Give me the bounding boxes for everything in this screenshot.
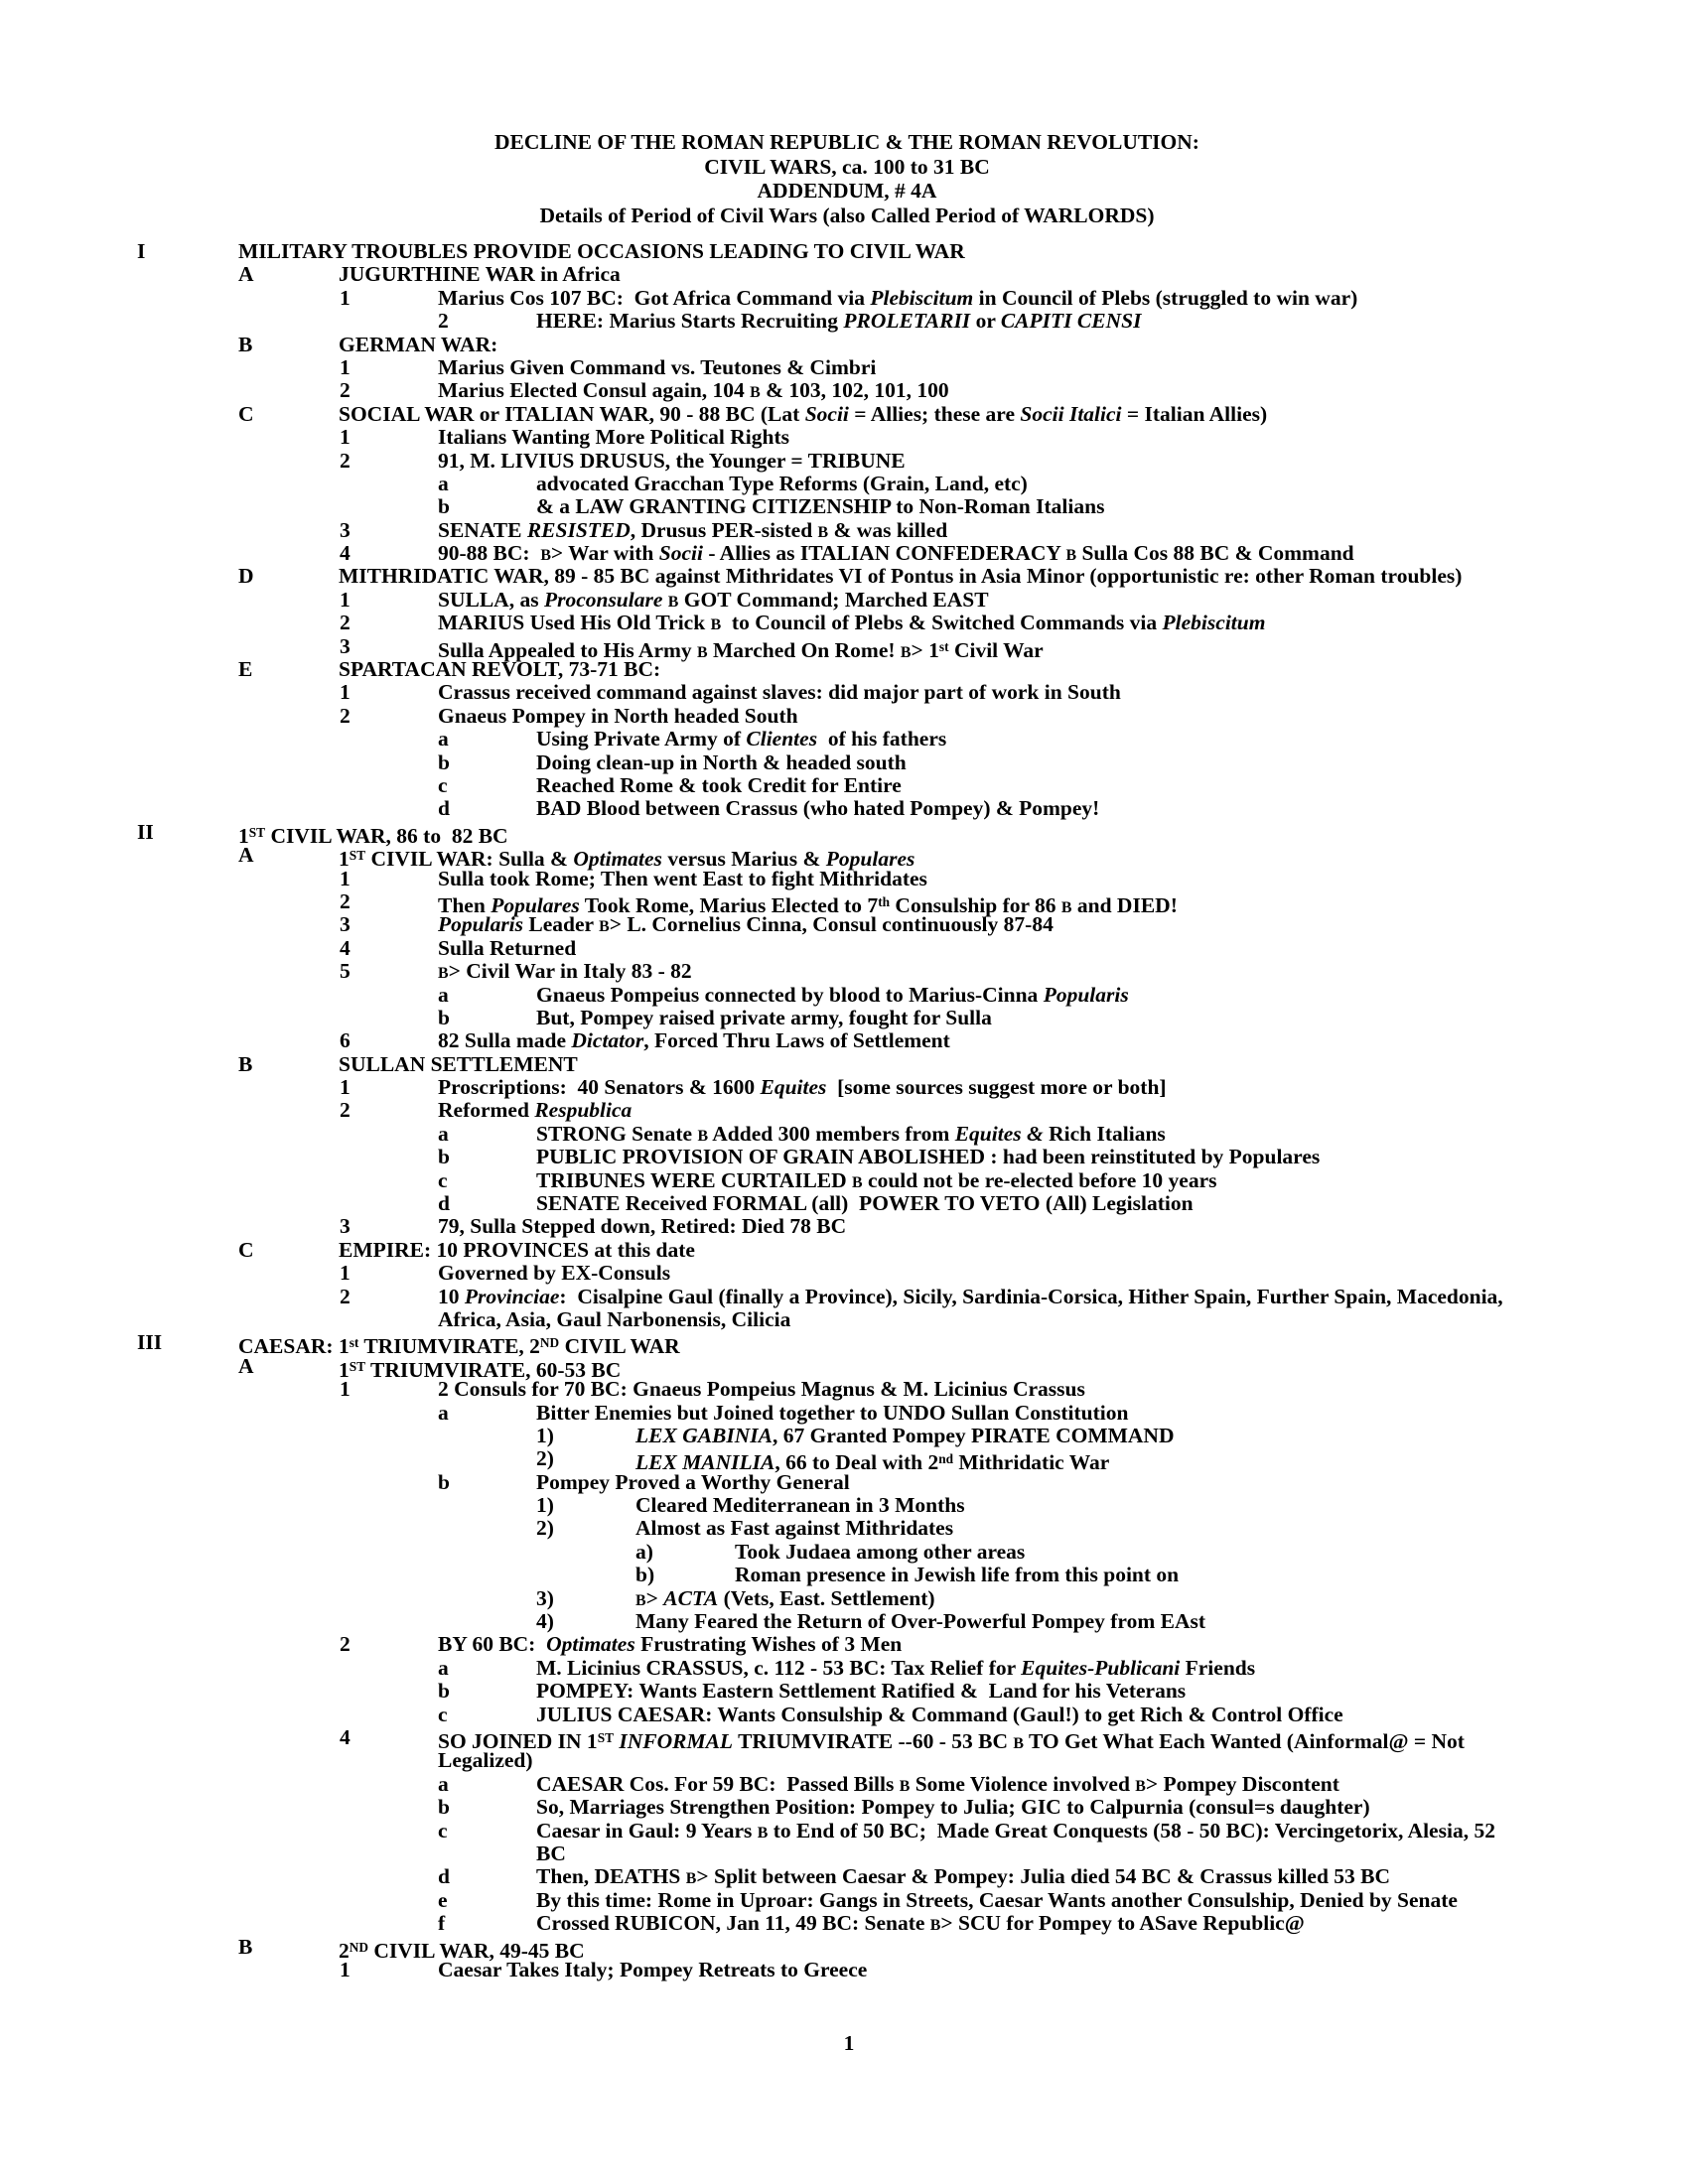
outline-line [0, 1657, 1688, 1680]
outline-label: A [238, 262, 254, 287]
outline-text: 10 Provinciae: Cisalpine Gaul (finally a Province), Sicily, Sardinia-Corsica, Hither Spain, Further Spain, Macedonia, [438, 1284, 1503, 1308]
outline-line-continuation [0, 1308, 1688, 1331]
outline-line [0, 774, 1688, 797]
outline-label: 4 [340, 541, 351, 566]
outline-label: 4 [340, 935, 351, 960]
outline-label: e [438, 1887, 448, 1912]
outline-label: 1 [340, 1075, 351, 1100]
outline-text: Africa, Asia, Gaul Narbonensis, Cilicia [438, 1306, 791, 1331]
outline-label: B [238, 332, 253, 356]
outline-label: 3 [340, 633, 351, 658]
outline-line [0, 1239, 1688, 1262]
outline-line-continuation [0, 1749, 1688, 1772]
outline-label: a [438, 471, 449, 495]
outline-text: Popularis Leader B> L. Cornelius Cinna, Consul continuously 87-84 [438, 912, 1054, 937]
outline-text: Then Populares Took Rome, Marius Elected to 7th Consulship for 86 B and DIED! [438, 892, 1178, 917]
outline-label: d [438, 1191, 450, 1216]
outline-text: So, Marriages Strengthen Position: Pompey to Julia; GIC to Calpurnia (consul=s daughter) [536, 1795, 1370, 1820]
outline-label: a [438, 727, 449, 751]
outline-line [0, 843, 1688, 872]
outline-label: f [438, 1911, 446, 1936]
outline-line [0, 473, 1688, 495]
outline-label: A [238, 843, 254, 868]
outline-line [0, 1494, 1688, 1517]
outline-line [0, 1633, 1688, 1656]
outline-text: BC [536, 1841, 566, 1865]
outline-line [0, 1934, 1688, 1963]
outline-text: Proscriptions: 40 Senators & 1600 Equites [some sources suggest more or both] [438, 1075, 1167, 1100]
outline-text: 2ND CIVIL WAR, 49-45 BC [339, 1938, 585, 1963]
outline-label: C [238, 401, 254, 426]
outline-text: Cleared Mediterranean in 3 Months [635, 1493, 965, 1518]
outline-text: Marius Given Command vs. Teutones & Cimbri [438, 354, 877, 379]
outline-text: CAESAR Cos. For 59 BC: Passed Bills B Some Violence involved B> Pompey Discontent [536, 1771, 1339, 1796]
outline-line [0, 705, 1688, 728]
outline-label: c [438, 1702, 448, 1726]
outline-label: a [438, 1121, 449, 1146]
outline-text: Gnaeus Pompeius connected by blood to Marius-Cinna Popularis [536, 982, 1129, 1007]
outline-line [0, 495, 1688, 518]
outline-label: d [438, 1864, 450, 1889]
outline-label: 2) [536, 1516, 554, 1541]
outline-line [0, 589, 1688, 612]
outline-text: advocated Gracchan Type Reforms (Grain, Land, etc) [536, 471, 1028, 495]
outline-text: B> ACTA (Vets, East. Settlement) [635, 1585, 935, 1610]
outline-text: Roman presence in Jewish life from this point on [735, 1563, 1180, 1587]
outline-text: SOCIAL WAR or ITALIAN WAR, 90 - 88 BC (Lat Socii = Allies; these are Socii Italici = Italian Allies) [339, 401, 1268, 426]
outline-line [0, 1959, 1688, 1981]
outline-text: MILITARY TROUBLES PROVIDE OCCASIONS LEADING TO CIVIL WAR [238, 239, 965, 263]
outline-line [0, 1053, 1688, 1076]
outline-label: B [238, 1934, 253, 1959]
outline-label: E [238, 657, 253, 682]
outline-line [0, 263, 1688, 286]
outline-text: 2 Consuls for 70 BC: Gnaeus Pompeius Magnus & M. Licinius Crassus [438, 1377, 1085, 1402]
outline-label: 1) [536, 1493, 554, 1518]
outline-line [0, 1099, 1688, 1122]
outline-line [0, 1564, 1688, 1586]
outline-label: 3 [340, 517, 351, 542]
outline-text: Governed by EX-Consuls [438, 1261, 671, 1286]
outline-label: a) [635, 1539, 653, 1564]
outline-line [0, 1471, 1688, 1494]
outline-text: Pompey Proved a Worthy General [536, 1469, 850, 1494]
outline-line [0, 1680, 1688, 1703]
outline-text: 1ST TRIUMVIRATE, 60-53 BC [339, 1357, 622, 1382]
outline-label: 2 [340, 1632, 351, 1657]
outline-line [0, 310, 1688, 333]
outline-label: 6 [340, 1028, 351, 1053]
outline-line [0, 888, 1688, 917]
outline-label: b) [635, 1563, 655, 1587]
outline-line [0, 1029, 1688, 1052]
outline-line [0, 1262, 1688, 1285]
outline-label: 2 [340, 1098, 351, 1123]
outline-text: By this time: Rome in Uproar: Gangs in Streets, Caesar Wants another Consulship, Denied by Senate [536, 1887, 1458, 1912]
outline-line [0, 819, 1688, 848]
outline-label: 1 [340, 1957, 351, 1981]
outline-line [0, 984, 1688, 1007]
outline-line [0, 1123, 1688, 1146]
outline-line [0, 1330, 1688, 1359]
outline-line [0, 1286, 1688, 1308]
outline-label: 1 [340, 425, 351, 450]
outline-text: Gnaeus Pompey in North headed South [438, 703, 798, 728]
outline-label: 1 [340, 1377, 351, 1402]
outline-line [0, 1169, 1688, 1192]
outline-line [0, 403, 1688, 426]
outline-line [0, 1446, 1688, 1475]
outline-text: 79, Sulla Stepped down, Retired: Died 78 BC [438, 1214, 847, 1239]
outline-text: SULLAN SETTLEMENT [339, 1051, 578, 1076]
outline-line [0, 356, 1688, 379]
outline-label: 2 [340, 448, 351, 473]
outline-line [0, 612, 1688, 634]
outline-line [0, 1704, 1688, 1726]
outline-line [0, 1215, 1688, 1238]
outline-line [0, 1912, 1688, 1935]
outline-text: Crassus received command against slaves: did major part of work in South [438, 680, 1121, 705]
outline-label: b [438, 1005, 450, 1029]
outline-text: 1ST CIVIL WAR: Sulla & Optimates versus Marius & Populares [339, 847, 915, 872]
outline-label: III [137, 1330, 163, 1355]
outline-label: C [238, 1237, 254, 1262]
outline-line [0, 658, 1688, 681]
outline-label: 5 [340, 959, 351, 984]
outline-text: Sulla Appealed to His Army B Marched On Rome! B> 1st Civil War [438, 637, 1044, 662]
outline-text: SENATE Received FORMAL (all) POWER TO VETO (All) Legislation [536, 1191, 1194, 1216]
title-line: Details of Period of Civil Wars (also Called Period of WARLORDS) [539, 203, 1155, 227]
outline-label: D [238, 564, 254, 589]
outline-label: d [438, 796, 450, 821]
outline-line [0, 1541, 1688, 1564]
outline-line [0, 1353, 1688, 1382]
outline-text: 82 Sulla made Dictator, Forced Thru Laws of Settlement [438, 1028, 950, 1053]
outline-text: Then, DEATHS B> Split between Caesar & Pompey: Julia died 54 BC & Crassus killed 53 BC [536, 1864, 1391, 1889]
outline-label: I [137, 239, 146, 263]
outline-line [0, 1378, 1688, 1401]
outline-text: B> Civil War in Italy 83 - 82 [438, 959, 692, 984]
outline-line [0, 450, 1688, 473]
outline-line [0, 1796, 1688, 1819]
outline-label: 2 [340, 703, 351, 728]
outline-text: Italians Wanting More Political Rights [438, 425, 789, 450]
outline-label: a [438, 1771, 449, 1796]
outline-line [0, 1773, 1688, 1796]
outline-text: Reached Rome & took Credit for Entire [536, 772, 902, 797]
outline-label: b [438, 1469, 450, 1494]
outline-text: SO JOINED IN 1ST INFORMAL TRIUMVIRATE --60 - 53 BC B TO Get What Each Wanted (Ainformal@ = Not [438, 1728, 1465, 1753]
outline-line [0, 334, 1688, 356]
title-line: CIVIL WARS, ca. 100 to 31 BC [704, 154, 990, 179]
outline-text: HERE: Marius Starts Recruiting PROLETARII or CAPITI CENSI [536, 309, 1142, 334]
outline-line [0, 1820, 1688, 1843]
outline-label: 3 [340, 912, 351, 937]
outline-text: SULLA, as Proconsulare B GOT Command; Marched EAST [438, 587, 989, 612]
outline-text: Using Private Army of Clientes of his fathers [536, 727, 947, 751]
outline-line [0, 1517, 1688, 1540]
outline-label: 1 [340, 587, 351, 612]
outline-line [0, 1146, 1688, 1168]
outline-line [0, 868, 1688, 890]
outline-line [0, 1865, 1688, 1888]
outline-text: CAESAR: 1st TRIUMVIRATE, 2ND CIVIL WAR [238, 1334, 680, 1359]
outline-text: BY 60 BC: Optimates Frustrating Wishes of 3 Men [438, 1632, 903, 1657]
outline-label: 1 [340, 866, 351, 890]
outline-text: Legalized) [438, 1748, 533, 1773]
outline-label: 2 [340, 1284, 351, 1308]
outline-text: Marius Elected Consul again, 104 B & 103, 102, 101, 100 [438, 378, 949, 403]
outline-line [0, 426, 1688, 449]
outline-line [0, 751, 1688, 774]
outline-text: Caesar Takes Italy; Pompey Retreats to Greece [438, 1957, 868, 1981]
outline-label: 1 [340, 680, 351, 705]
title-line: DECLINE OF THE ROMAN REPUBLIC & THE ROMAN REVOLUTION: [494, 130, 1199, 154]
outline-text: But, Pompey raised private army, fought for Sulla [536, 1005, 992, 1029]
outline-label: 2) [536, 1446, 554, 1471]
outline-text: JUGURTHINE WAR in Africa [339, 262, 621, 287]
outline-line [0, 1192, 1688, 1215]
outline-label: 1 [340, 354, 351, 379]
title-line: ADDENDUM, # 4A [757, 179, 937, 204]
outline-label: II [137, 819, 154, 844]
outline-line [0, 728, 1688, 751]
outline-label: c [438, 1818, 448, 1843]
outline-text: Crossed RUBICON, Jan 11, 49 BC: Senate B> SCU for Pompey to ASave Republic@ [536, 1911, 1305, 1936]
outline-line [0, 1007, 1688, 1029]
outline-text: SENATE RESISTED, Drusus PER-sisted B & was killed [438, 517, 948, 542]
outline-label: 2 [340, 611, 351, 635]
outline-text: Caesar in Gaul: 9 Years B to End of 50 BC; Made Great Conquests (58 - 50 BC): Vercingetorix, Alesia, 52 [536, 1818, 1495, 1843]
outline-label: a [438, 1655, 449, 1680]
outline-label: b [438, 750, 450, 774]
outline-line [0, 681, 1688, 704]
outline-text: & a LAW GRANTING CITIZENSHIP to Non-Roman Italians [536, 494, 1105, 519]
outline-text: Reformed Respublica [438, 1098, 633, 1123]
outline-line [0, 1076, 1688, 1099]
outline-line [0, 565, 1688, 588]
outline-label: c [438, 772, 448, 797]
outline-label: 3) [536, 1585, 554, 1610]
outline-label: 4) [536, 1609, 554, 1634]
page-number: 1 [843, 2031, 855, 2055]
outline-text: LEX GABINIA, 67 Granted Pompey PIRATE COMMAND [635, 1423, 1175, 1447]
outline-text: SPARTACAN REVOLT, 73-71 BC: [339, 657, 661, 682]
outline-label: c [438, 1167, 448, 1192]
outline-line [0, 379, 1688, 402]
outline-line [0, 913, 1688, 936]
outline-label: 4 [340, 1725, 351, 1749]
outline-text: MARIUS Used His Old Trick B to Council of Plebs & Switched Commands via Plebiscitum [438, 611, 1266, 635]
outline-line [0, 1610, 1688, 1633]
outline-text: LEX MANILIA, 66 to Deal with 2nd Mithridatic War [635, 1450, 1110, 1475]
outline-label: 1 [340, 1261, 351, 1286]
outline-label: b [438, 1795, 450, 1820]
outline-line [0, 797, 1688, 820]
outline-line [0, 542, 1688, 565]
outline [0, 240, 1688, 1981]
outline-label: 1 [340, 285, 351, 310]
outline-line [0, 960, 1688, 983]
document-title [0, 130, 1688, 227]
outline-text: Marius Cos 107 BC: Got Africa Command via Plebiscitum in Council of Plebs (struggled to win war) [438, 285, 1358, 310]
outline-label: b [438, 1145, 450, 1169]
outline-text: MITHRIDATIC WAR, 89 - 85 BC against Mithridates VI of Pontus in Asia Minor (opportunistic re: other Roman troubles) [339, 564, 1463, 589]
outline-label: 2 [340, 378, 351, 403]
outline-label: b [438, 494, 450, 519]
outline-label: A [238, 1353, 254, 1378]
outline-text: 90-88 BC: B> War with Socii - Allies as ITALIAN CONFEDERACY B Sulla Cos 88 BC & Command [438, 541, 1354, 566]
outline-label: 2 [340, 888, 351, 913]
outline-label: 1) [536, 1423, 554, 1447]
outline-text: POMPEY: Wants Eastern Settlement Ratified & Land for his Veterans [536, 1679, 1187, 1704]
outline-line [0, 519, 1688, 542]
outline-label: a [438, 982, 449, 1007]
outline-text: Took Judaea among other areas [735, 1539, 1026, 1564]
outline-text: 91, M. LIVIUS DRUSUS, the Younger = TRIBUNE [438, 448, 906, 473]
outline-text: Sulla Returned [438, 935, 577, 960]
outline-text: BAD Blood between Crassus (who hated Pompey) & Pompey! [536, 796, 1100, 821]
outline-label: 3 [340, 1214, 351, 1239]
outline-text: Many Feared the Return of Over-Powerful Pompey from EAst [635, 1609, 1206, 1634]
outline-text: M. Licinius CRASSUS, c. 112 - 53 BC: Tax Relief for Equites-Publicani Friends [536, 1655, 1256, 1680]
outline-text: Almost as Fast against Mithridates [635, 1516, 954, 1541]
outline-line [0, 1425, 1688, 1447]
outline-text: GERMAN WAR: [339, 332, 498, 356]
outline-text: TRIBUNES WERE CURTAILED B could not be re-elected before 10 years [536, 1167, 1217, 1192]
outline-line [0, 1725, 1688, 1753]
outline-label: 2 [438, 309, 449, 334]
outline-text: STRONG Senate B Added 300 members from Equites & Rich Italians [536, 1121, 1166, 1146]
outline-line [0, 633, 1688, 662]
outline-label: B [238, 1051, 253, 1076]
outline-text: Sulla took Rome; Then went East to fight Mithridates [438, 866, 927, 890]
outline-line-continuation [0, 1843, 1688, 1865]
outline-text: 1ST CIVIL WAR, 86 to 82 BC [238, 823, 508, 848]
outline-text: Bitter Enemies but Joined together to UNDO Sullan Constitution [536, 1400, 1129, 1425]
outline-line [0, 1402, 1688, 1425]
outline-text: PUBLIC PROVISION OF GRAIN ABOLISHED : had been reinstituted by Populares [536, 1145, 1321, 1169]
outline-line [0, 287, 1688, 310]
outline-label: b [438, 1679, 450, 1704]
outline-line [0, 937, 1688, 960]
outline-line [0, 1889, 1688, 1912]
outline-line [0, 240, 1688, 263]
outline-text: EMPIRE: 10 PROVINCES at this date [339, 1237, 695, 1262]
outline-text: JULIUS CAESAR: Wants Consulship & Command (Gaul!) to get Rich & Control Office [536, 1702, 1343, 1726]
outline-label: a [438, 1400, 449, 1425]
outline-text: Doing clean-up in North & headed south [536, 750, 907, 774]
outline-line [0, 1587, 1688, 1610]
